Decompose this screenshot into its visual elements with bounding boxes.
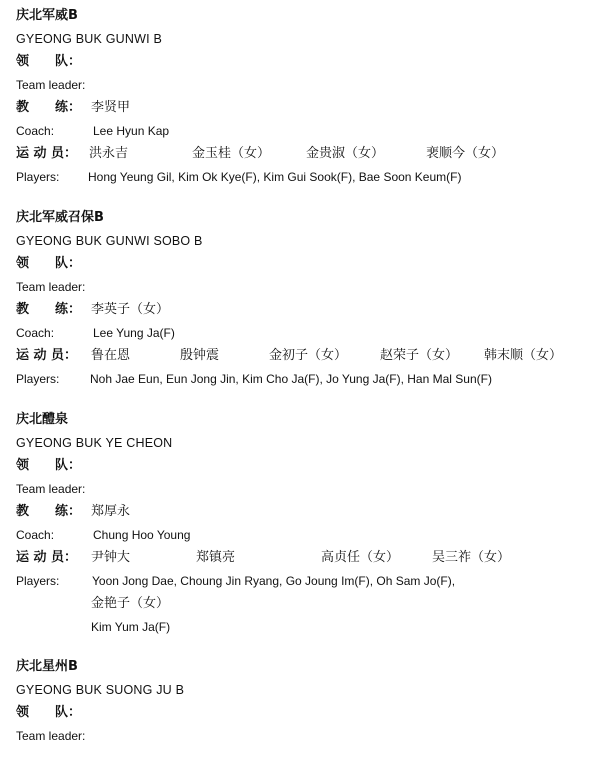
leader-label-cn: 领 队： [16, 54, 82, 69]
coach-label-en: Coach: [16, 528, 55, 542]
player-cn: 金初子（女） [269, 348, 348, 363]
player-cn: 洪永吉 [89, 146, 129, 161]
players-label-cn: 运 动 员： [16, 348, 78, 363]
player-cn: 高贞任（女） [321, 550, 400, 565]
coach-row-en [16, 323, 591, 343]
players-row-en [16, 571, 591, 591]
players-list-en: Yoon Jong Dae, Choung Jin Ryang, Go Joung Im(F), Oh Sam Jo(F), [92, 574, 456, 588]
leader-label-en: Team leader: [16, 482, 86, 496]
coach-row-en [16, 121, 591, 141]
players-label-cn: 运 动 员： [16, 146, 78, 161]
leader-label-en: Team leader: [16, 78, 86, 92]
players-row-en [16, 369, 591, 389]
player-cn: 吴三祚（女） [432, 550, 511, 565]
team-name-cn: 庆北军威召保B [16, 210, 104, 225]
leader-label-en: Team leader: [16, 280, 86, 294]
team-name-en: GYEONG BUK YE CHEON [16, 436, 173, 450]
team-name-en: GYEONG BUK GUNWI B [16, 32, 162, 46]
team-name-en: GYEONG BUK SUONG JU B [16, 683, 185, 697]
coach-name-cn: 郑厚永 [91, 504, 131, 519]
coach-label-en: Coach: [16, 326, 55, 340]
coach-row-cn [16, 300, 591, 320]
player-cn: 殷钟震 [180, 348, 220, 363]
coach-name-cn: 李贤甲 [91, 100, 131, 115]
leader-label-cn: 领 队： [16, 705, 82, 720]
team-name-cn: 庆北醴泉 [16, 412, 69, 427]
team-name-en: GYEONG BUK GUNWI SOBO B [16, 234, 203, 248]
player-cn: 郑镇亮 [196, 550, 236, 565]
coach-label-cn: 教 练： [16, 504, 82, 519]
coach-row-cn [16, 502, 591, 522]
player-cn: 金艳子（女） [91, 596, 170, 611]
coach-label-cn: 教 练： [16, 100, 82, 115]
coach-name-en: Lee Yung Ja(F) [93, 326, 175, 340]
leader-label-cn: 领 队： [16, 458, 82, 473]
coach-label-cn: 教 练： [16, 302, 82, 317]
team-name-cn: 庆北军威B [16, 8, 78, 23]
coach-name-cn: 李英子（女） [91, 302, 170, 317]
leader-label-cn: 领 队： [16, 256, 82, 271]
player-cn: 金贵淑（女） [306, 146, 385, 161]
player-cn: 金玉桂（女） [192, 146, 271, 161]
leader-label-en: Team leader: [16, 729, 86, 743]
players-row-en [16, 167, 591, 187]
players-row-cn [16, 144, 591, 164]
players-label-en: Players: [16, 372, 60, 386]
players-row-cn [16, 548, 591, 568]
players-list-en: Hong Yeung Gil, Kim Ok Kye(F), Kim Gui Sook(F), Bae Soon Keum(F) [88, 170, 462, 184]
player-cn: 裵顺今（女） [426, 146, 505, 161]
team-name-cn: 庆北星州B [16, 659, 78, 674]
players-row-cn [16, 346, 591, 366]
players-row-cn-continued [16, 594, 591, 614]
player-cn: 鲁在恩 [91, 348, 131, 363]
players-list-en: Noh Jae Eun, Eun Jong Jin, Kim Cho Ja(F), Jo Yung Ja(F), Han Mal Sun(F) [90, 372, 492, 386]
player-cn: 赵荣子（女） [380, 348, 459, 363]
players-row-en-continued [16, 617, 591, 637]
players-list-en: Kim Yum Ja(F) [91, 620, 171, 634]
players-label-en: Players: [16, 574, 60, 588]
players-label-en: Players: [16, 170, 60, 184]
coach-row-cn [16, 98, 591, 118]
player-cn: 韩末顺（女） [484, 348, 563, 363]
coach-name-en: Chung Hoo Young [93, 528, 191, 542]
players-label-cn: 运 动 员： [16, 550, 78, 565]
player-cn: 尹钟大 [91, 550, 131, 565]
coach-label-en: Coach: [16, 124, 55, 138]
coach-row-en [16, 525, 591, 545]
coach-name-en: Lee Hyun Kap [93, 124, 170, 138]
